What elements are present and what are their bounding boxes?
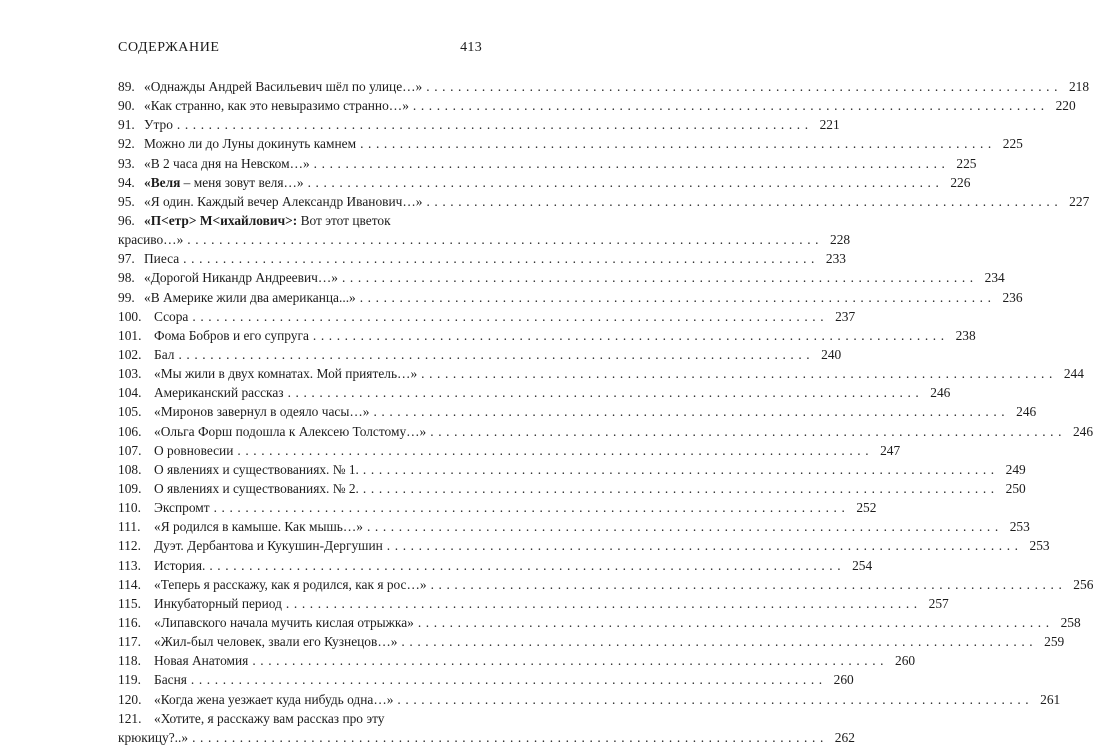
entry-title: «В 2 часа дня на Невском…» [144, 155, 310, 171]
toc-entry [118, 594, 949, 613]
dot-leader: ................................................................................ [362, 461, 999, 477]
dot-leader: ................................................................................ [426, 193, 1063, 209]
entry-number: 112. [118, 538, 141, 554]
dot-leader: ................................................................................ [417, 614, 1054, 630]
entry-title-rest: Вот этот цветок [297, 212, 391, 228]
entry-title: «Мы жили в двух комнатах. Мой приятель…» [154, 366, 418, 382]
entry-number: 107. [118, 442, 142, 458]
dot-leader: ................................................................................ [190, 672, 827, 688]
entry-title: «Однажды Андрей Васильевич шёл по улице…» [144, 79, 423, 94]
entry-page: 259 [1044, 634, 1065, 650]
dot-leader: ................................................................................ [176, 117, 813, 133]
entry-number: 111. [118, 519, 141, 535]
entry-title: «Жил-был человек, звали его Кузнецов…» [154, 634, 398, 650]
entry-title: «Ольга Форш подошла к Алексею Толстому…» [154, 423, 427, 439]
toc-entry [118, 154, 977, 173]
toc-entry [118, 556, 873, 575]
toc-entry [118, 460, 1026, 479]
dot-leader: ................................................................................ [285, 595, 922, 611]
entry-number: 92. [118, 136, 135, 152]
entry-title: О явлениях и существованиях. № 2. [154, 480, 359, 496]
entry-page: 261 [1040, 691, 1061, 707]
running-header [118, 40, 482, 62]
entry-number: 115. [118, 595, 141, 611]
entry-number: 116. [118, 614, 141, 630]
toc-entry [118, 441, 901, 460]
entry-page: 260 [895, 653, 916, 669]
toc-entry [118, 173, 971, 192]
entry-title: О явлениях и существованиях. № 1. [154, 461, 359, 477]
toc-entry [118, 709, 855, 747]
entry-page: 234 [984, 270, 1005, 286]
toc-entry [118, 498, 877, 517]
entry-title-continuation: крюкицу?..» [118, 729, 189, 745]
dot-leader: ................................................................................ [287, 385, 924, 401]
entry-title-bold: «П<етр> М<ихайлович>: [144, 212, 298, 228]
entry-page: 218 [1068, 79, 1090, 94]
entry-number: 102. [118, 346, 142, 362]
entry-number: 96. [118, 212, 135, 228]
dot-leader: ................................................................................ [312, 327, 949, 343]
toc-entry [118, 517, 1030, 536]
entry-number: 101. [118, 327, 142, 343]
dot-leader: ................................................................................ [359, 289, 996, 305]
dot-leader: ................................................................................ [313, 155, 950, 171]
toc-entry [118, 402, 1037, 421]
entry-number: 108. [118, 461, 142, 477]
entry-page: 253 [1009, 519, 1030, 535]
entry-page: 256 [1073, 576, 1093, 592]
entry-title: «Как странно, как это невыразимо странно…» [144, 98, 409, 114]
entry-number: 109. [118, 480, 142, 496]
entry-number: 91. [118, 117, 135, 133]
entry-page: 262 [834, 729, 855, 745]
entry-title: Можно ли до Луны докинуть камнем [144, 136, 357, 152]
dot-leader: ................................................................................ [307, 174, 944, 190]
entry-page: 260 [833, 672, 854, 688]
entry-number: 99. [118, 289, 135, 305]
dot-leader: ................................................................................ [386, 538, 1023, 554]
toc-entry [118, 307, 856, 326]
entry-page: 253 [1029, 538, 1050, 554]
toc-entry [118, 134, 1023, 153]
entry-title: Ссора [154, 308, 189, 324]
entry-title: О ровновесии [154, 442, 234, 458]
entry-number: 121. [118, 710, 142, 726]
toc-entry [118, 422, 1093, 441]
toc-entry [118, 536, 1050, 555]
entry-number: 117. [118, 634, 141, 650]
entry-number: 97. [118, 251, 135, 267]
entry-number: 114. [118, 576, 141, 592]
toc-entry [118, 383, 951, 402]
entry-number: 98. [118, 270, 135, 286]
entry-title: «Липавского начала мучить кислая отрыжка» [154, 614, 414, 630]
dot-leader: ................................................................................ [360, 136, 996, 152]
toc-entry [118, 575, 1093, 594]
toc-entry [118, 77, 1090, 96]
entry-page: 240 [821, 346, 842, 362]
entry-title: Экспромт [154, 500, 210, 516]
entry-page: 221 [819, 117, 840, 133]
entry-title: Басня [154, 672, 187, 688]
entry-page: 246 [930, 385, 951, 401]
entry-page: 238 [955, 327, 976, 343]
entry-title: «Теперь я расскажу, как я родился, как я рос…» [154, 576, 427, 592]
toc-entry [118, 211, 851, 249]
entry-title: Американский рассказ [154, 385, 284, 401]
toc-entry [118, 115, 840, 134]
entry-title: «Миронов завернул в одеяло часы…» [154, 404, 370, 420]
dot-leader: ................................................................................ [237, 442, 874, 458]
entry-page: 237 [835, 308, 856, 324]
dot-leader: ................................................................................ [397, 691, 1034, 707]
toc-entry [118, 192, 1090, 211]
dot-leader: ................................................................................ [430, 576, 1067, 592]
entry-title: Пиеса [144, 251, 180, 267]
entry-page: 252 [856, 500, 877, 516]
dot-leader: ................................................................................ [192, 308, 829, 324]
entry-title: История. [154, 557, 206, 573]
dot-leader: ................................................................................ [183, 251, 819, 267]
entry-number: 93. [118, 155, 135, 171]
dot-leader: ................................................................................ [366, 519, 1003, 535]
entry-title-continuation: красиво…» [118, 232, 184, 248]
dot-leader: ................................................................................ [252, 653, 889, 669]
entry-page: 258 [1060, 614, 1081, 630]
dot-leader: ................................................................................ [178, 346, 815, 362]
dot-leader: ................................................................................ [421, 366, 1057, 382]
entry-title: Фома Бобров и его супруга [154, 327, 309, 343]
entry-title: «Дорогой Никандр Андреевич…» [144, 270, 338, 286]
entry-page: 254 [852, 557, 873, 573]
entry-title: Инкубаторный период [154, 595, 282, 611]
toc-entry [118, 690, 1061, 709]
toc-entry [118, 96, 1076, 115]
entry-page: 233 [825, 251, 846, 267]
entry-number: 104. [118, 385, 142, 401]
dot-leader: ................................................................................ [401, 634, 1038, 650]
entry-page: 226 [950, 174, 971, 190]
table-of-contents [118, 77, 1093, 747]
toc-entry [118, 364, 1084, 383]
toc-entry [118, 326, 976, 345]
toc-entry [118, 632, 1065, 651]
toc-entry [118, 249, 846, 268]
entry-title: «Хотите, я расскажу вам рассказ про эту [154, 710, 385, 726]
entry-page: 247 [880, 442, 901, 458]
entry-title: «В Америке жили два американца...» [144, 289, 356, 305]
dot-leader: ................................................................................ [430, 423, 1067, 439]
entry-number: 110. [118, 500, 141, 516]
entry-page: 249 [1005, 461, 1026, 477]
dot-leader: ................................................................................ [209, 557, 846, 573]
toc-entry [118, 268, 1005, 287]
entry-title-bold: «Веля [144, 174, 181, 190]
dot-leader: ................................................................................ [362, 480, 999, 496]
entry-number: 90. [118, 98, 135, 114]
page-number: 413 [460, 40, 482, 55]
entry-title: «Я родился в камыше. Как мышь…» [154, 519, 363, 535]
entry-page: 246 [1072, 423, 1093, 439]
toc-entry [118, 345, 842, 364]
entry-page: 236 [1002, 289, 1023, 305]
toc-entry [118, 288, 1023, 307]
entry-title: «Когда жена уезжает куда нибудь одна…» [154, 691, 394, 707]
entry-title: Утро [144, 117, 173, 133]
entry-title [144, 173, 304, 192]
entry-number: 105. [118, 404, 142, 420]
dot-leader: ................................................................................ [192, 729, 828, 745]
entry-page: 250 [1005, 480, 1026, 496]
entry-title: Новая Анатомия [154, 653, 249, 669]
entry-page: 244 [1063, 366, 1084, 382]
entry-page: 257 [928, 595, 949, 611]
toc-entry [118, 670, 854, 689]
entry-number: 89. [118, 79, 135, 94]
entry-number: 119. [118, 672, 141, 688]
dot-leader: ................................................................................ [426, 79, 1063, 94]
entry-number: 94. [118, 174, 135, 190]
entry-page: 225 [956, 155, 977, 171]
entry-title [144, 211, 391, 230]
dot-leader: ................................................................................ [341, 270, 978, 286]
entry-number: 100. [118, 308, 142, 324]
entry-page: 227 [1069, 193, 1090, 209]
dot-leader: ................................................................................ [373, 404, 1010, 420]
toc-entry [118, 613, 1081, 632]
toc-entry [118, 651, 916, 670]
entry-page: 228 [830, 232, 851, 248]
section-title: СОДЕРЖАНИЕ [118, 40, 220, 55]
dot-leader: ................................................................................ [187, 232, 824, 248]
entry-number: 113. [118, 557, 141, 573]
entry-page: 225 [1002, 136, 1023, 152]
entry-number: 95. [118, 193, 135, 209]
dot-leader: ................................................................................ [412, 98, 1049, 114]
entry-number: 106. [118, 423, 142, 439]
entry-number: 120. [118, 691, 142, 707]
entry-title: «Я один. Каждый вечер Александр Иванович…» [144, 193, 423, 209]
entry-number: 118. [118, 653, 141, 669]
entry-title: Дуэт. Дербантова и Кукушин-Дергушин [154, 538, 383, 554]
entry-number: 103. [118, 366, 142, 382]
dot-leader: ................................................................................ [213, 500, 850, 516]
toc-entry [118, 479, 1026, 498]
entry-title-rest: – меня зовут веля…» [180, 174, 304, 190]
entry-page: 220 [1055, 98, 1076, 114]
entry-title: Бал [154, 346, 175, 362]
entry-page: 246 [1016, 404, 1037, 420]
